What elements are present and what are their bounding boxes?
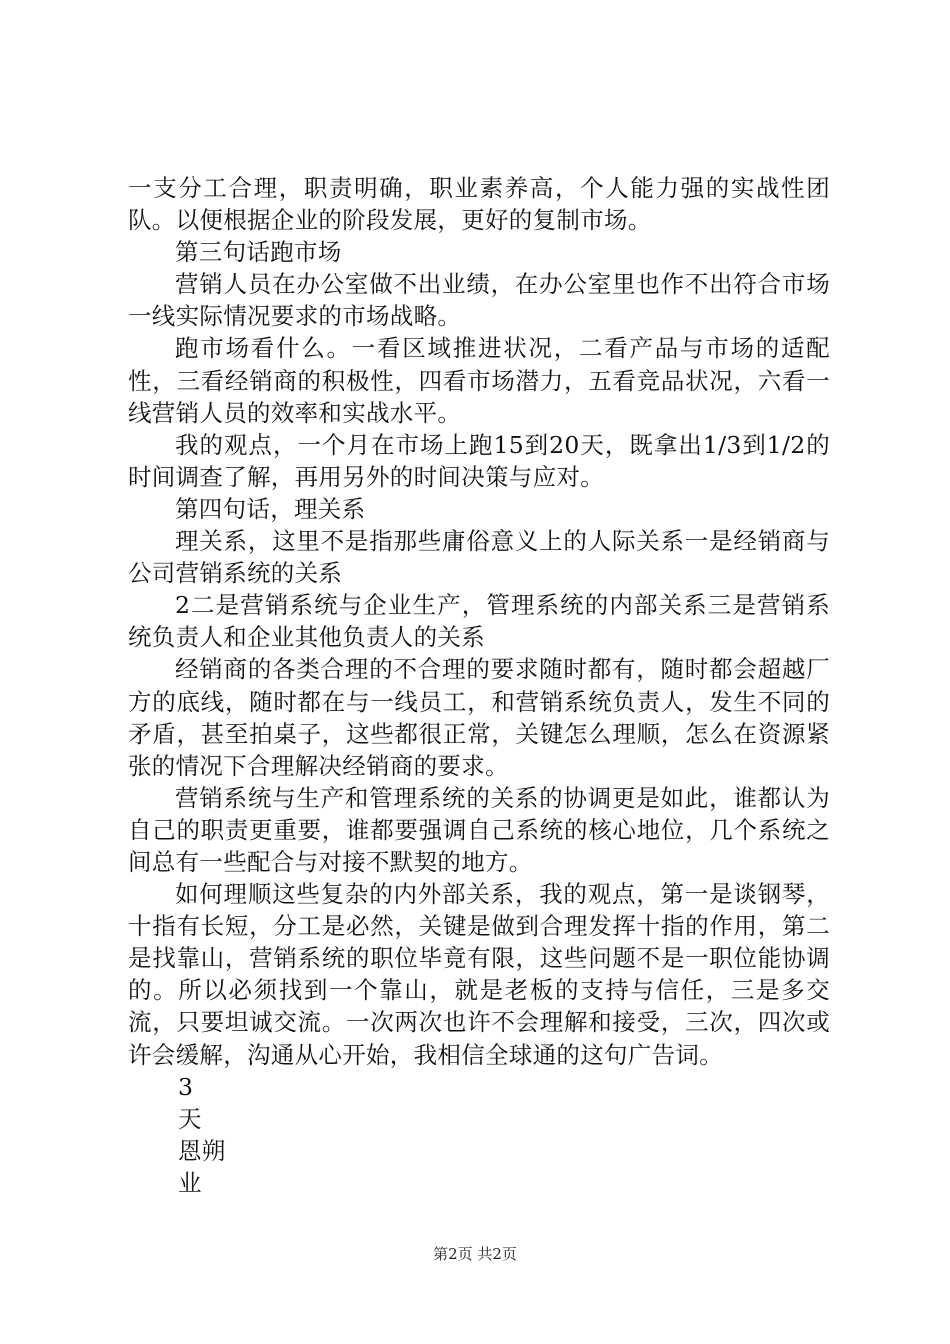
tail-line-4: 业 <box>178 1168 202 1197</box>
paragraph-7: 理关系，这里不是指那些庸俗意义上的人际关系一是经销商与公司营销系统的关系 <box>128 527 830 588</box>
paragraph-11: 如何理顺这些复杂的内外部关系，我的观点，第一是谈钢琴，十指有长短，分工是必然，关键是做到合理发挥十指的作用，第二是找靠山，营销系统的职位毕竟有限，这些问题不是一职位能协调的。所以必须找到一个靠山，就是老板的支持与信任，三是多交流，只要坦诚交流。一次两次也许不会理解和接受，三次，四次或许会缓解，沟通从心开始，我相信全球通的这句广告词。 <box>128 880 830 1069</box>
paragraph-5: 我的观点，一个月在市场上跑15到20天，既拿出1/3到1/2的时间调查了解，再用另外的时间决策与应对。 <box>128 430 830 491</box>
page-footer: 第2页 共2页 <box>433 1245 517 1263</box>
tail-line-1: 3 <box>178 1072 194 1101</box>
paragraph-4: 跑市场看什么。一看区域推进状况，二看产品与市场的适配性，三看经销商的积极性，四看市场潜力，五看竞品状况，六看一线营销人员的效率和实战水平。 <box>128 334 830 427</box>
paragraph-1: 一支分工合理，职责明确，职业素养高，个人能力强的实战性团队。以便根据企业的阶段发展，更好的复制市场。 <box>128 174 830 235</box>
paragraph-2: 第三句话跑市场 <box>175 238 342 267</box>
tail-line-3: 恩朔 <box>178 1136 226 1165</box>
paragraph-8: 2二是营销系统与企业生产，管理系统的内部关系三是营销系统负责人和企业其他负责人的关系 <box>128 591 830 652</box>
paragraph-3: 营销人员在办公室做不出业绩，在办公室里也作不出符合市场一线实际情况要求的市场战略。 <box>128 270 830 331</box>
tail-line-2: 天 <box>178 1104 202 1133</box>
paragraph-10: 营销系统与生产和管理系统的关系的协调更是如此，谁都认为自己的职责更重要，谁都要强调自己系统的核心地位，几个系统之间总有一些配合与对接不默契的地方。 <box>128 783 830 876</box>
paragraph-9: 经销商的各类合理的不合理的要求随时都有，随时都会超越厂方的底线，随时都在与一线员工，和营销系统负责人，发生不同的矛盾，甚至拍桌子，这些都很正常，关键怎么理顺，怎么在资源紧张的情况下合理解决经销商的要求。 <box>128 655 830 780</box>
paragraph-6: 第四句话，理关系 <box>175 494 366 523</box>
document-body <box>128 172 830 1199</box>
